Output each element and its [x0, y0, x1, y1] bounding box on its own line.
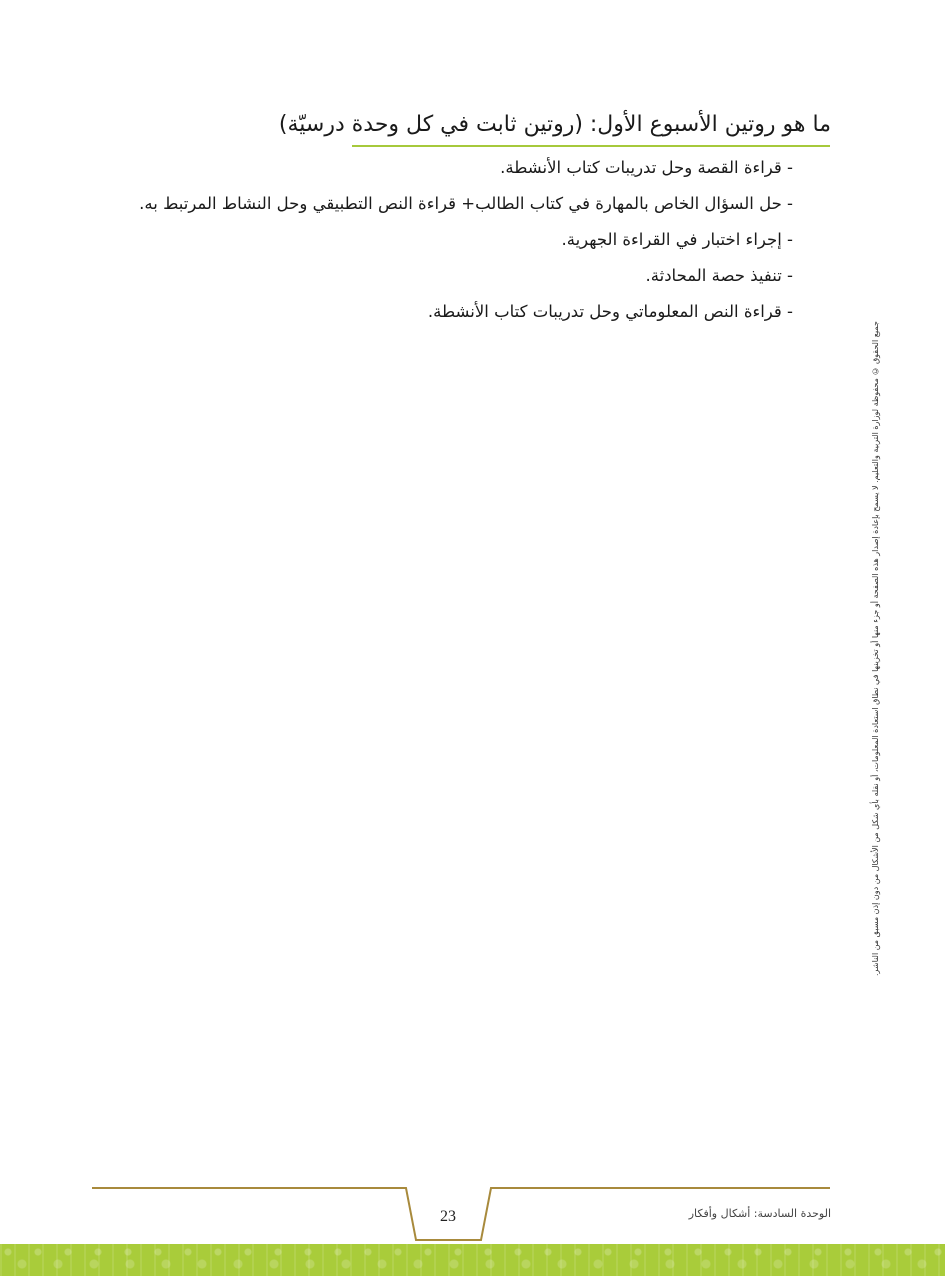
page-number: 23 [440, 1208, 456, 1225]
section-heading: ما هو روتين الأسبوع الأول: (روتين ثابت في كل وحدة درسيّة) [278, 112, 831, 137]
routine-list [139, 150, 793, 330]
unit-title: الوحدة السادسة: أشكال وأفكار [688, 1207, 831, 1220]
list-item: - حل السؤال الخاص بالمهارة في كتاب الطالب+ قراءة النص التطبيقي وحل النشاط المرتبط به. [139, 194, 793, 213]
copyright-notice: جميع الحقوق © محفوظة لوزارة التربية والتعليم. لا يسمح بإعادة إصدار هذه الصفحة أو جزء منها أو تخزينها في نطاق استعادة المعلومات، أو نقله بأي شكل من الأشكال من دون إذن مسبق من الناشر. [871, 321, 880, 976]
list-item: - قراءة القصة وحل تدريبات كتاب الأنشطة. [500, 158, 793, 177]
list-item: - إجراء اختبار في القراءة الجهرية. [561, 230, 793, 249]
decorative-bottom-band [0, 1244, 945, 1276]
heading-underline [352, 145, 830, 147]
list-item: - تنفيذ حصة المحادثة. [645, 266, 793, 285]
list-item: - قراءة النص المعلوماتي وحل تدريبات كتاب الأنشطة. [427, 302, 793, 321]
